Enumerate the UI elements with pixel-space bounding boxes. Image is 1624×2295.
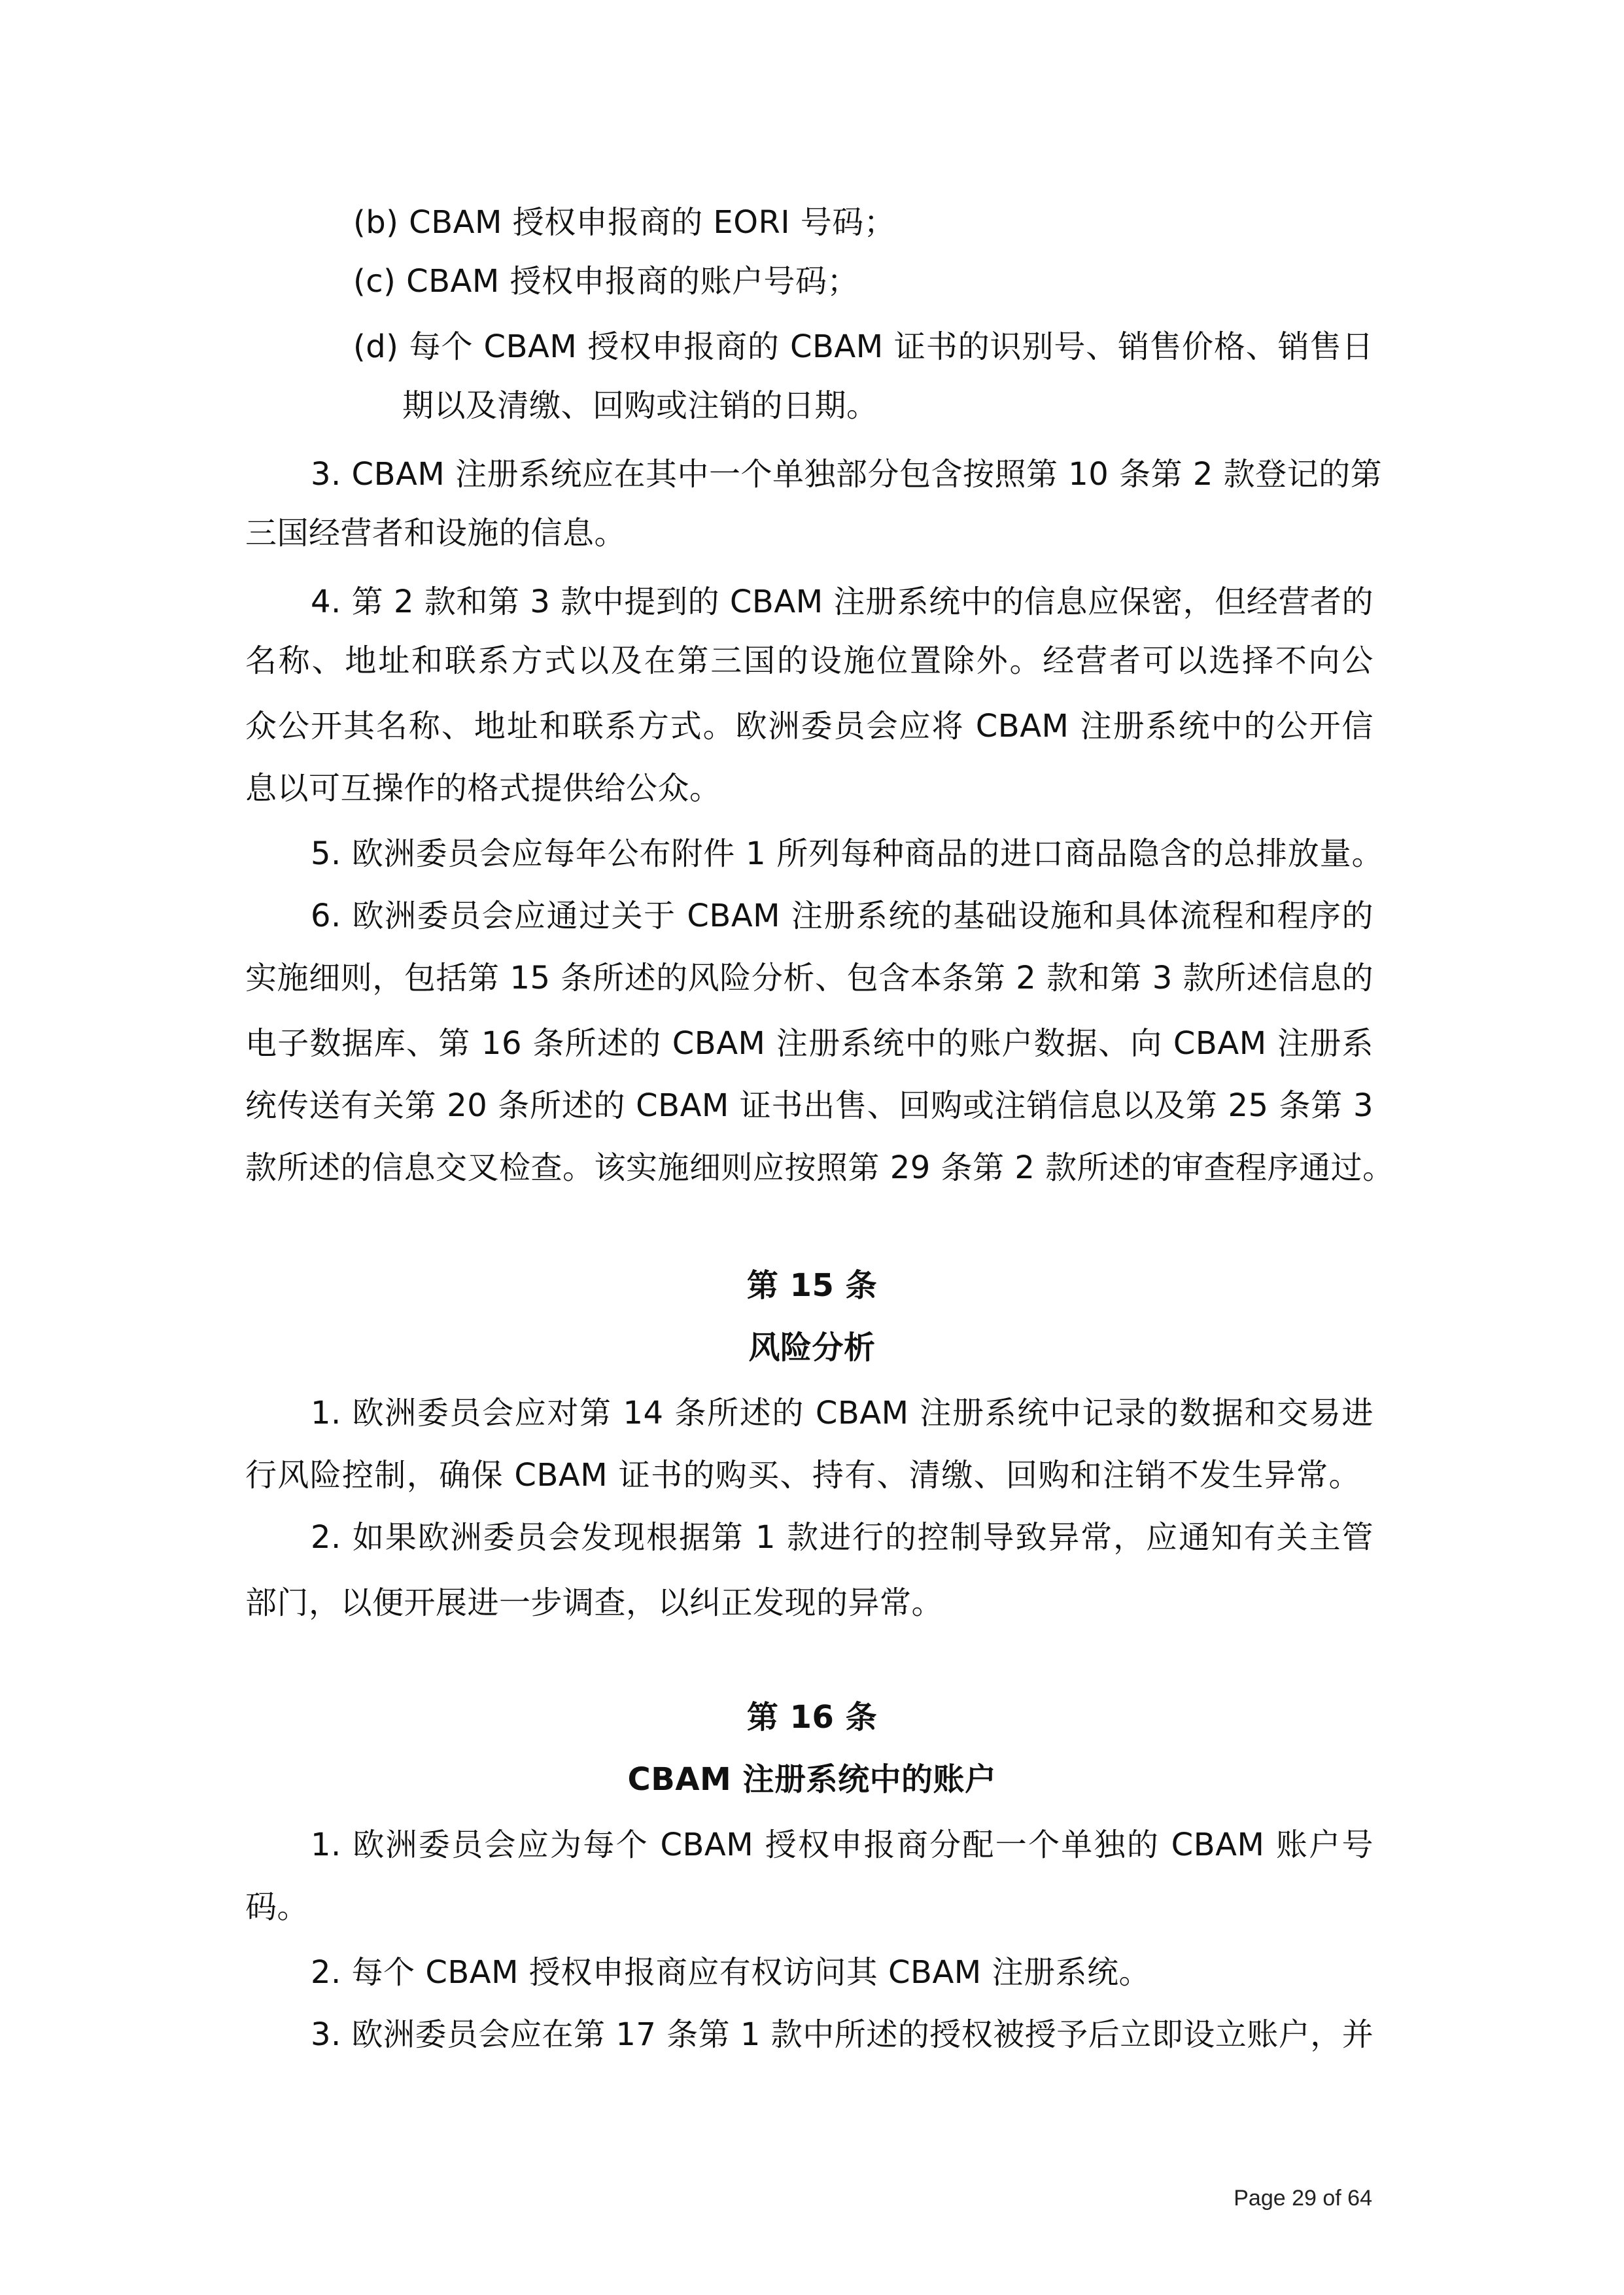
paragraph-3-line1: 3. CBAM 注册系统应在其中一个单独部分包含按照第 10 条第 2 款登记的第 (311, 456, 1383, 493)
article-16-title: CBAM 注册系统中的账户 (627, 1761, 997, 1798)
paragraph-6-line1: 6. 欧洲委员会应通过关于 CBAM 注册系统的基础设施和具体流程和程序的 (311, 898, 1373, 934)
article-16-number: 第 16 条 (746, 1699, 878, 1736)
article-16-paragraph-2-line1: 2. 每个 CBAM 授权申报商应有权访问其 CBAM 注册系统。 (311, 1954, 1150, 1991)
article-15-paragraph-1-line2: 行风险控制，确保 CBAM 证书的购买、持有、清缴、回购和注销不发生异常。 (245, 1457, 1360, 1494)
page-number: Page 29 of 64 (1234, 2186, 1372, 2211)
paragraph-6-line5: 款所述的信息交叉检查。该实施细则应按照第 29 条第 2 款所述的审查程序通过。 (245, 1149, 1394, 1186)
paragraph-4-line3: 众公开其名称、地址和联系方式。欧洲委员会应将 CBAM 注册系统中的公开信 (245, 708, 1373, 745)
article-16-paragraph-1-line1: 1. 欧洲委员会应为每个 CBAM 授权申报商分配一个单独的 CBAM 账户号 (311, 1827, 1373, 1863)
list-item-d-line2: 期以及清缴、回购或注销的日期。 (402, 387, 878, 424)
list-item-d-line1: (d) 每个 CBAM 授权申报商的 CBAM 证书的识别号、销售价格、销售日 (353, 328, 1373, 365)
paragraph-6-line3: 电子数据库、第 16 条所述的 CBAM 注册系统中的账户数据、向 CBAM 注册系 (245, 1025, 1373, 1062)
paragraph-5-line1: 5. 欧洲委员会应每年公布附件 1 所列每种商品的进口商品隐含的总排放量。 (311, 835, 1383, 872)
article-15-paragraph-2-line1: 2. 如果欧洲委员会发现根据第 1 款进行的控制导致异常，应通知有关主管 (311, 1519, 1373, 1556)
paragraph-4-line2: 名称、地址和联系方式以及在第三国的设施位置除外。经营者可以选择不向公 (245, 642, 1373, 679)
paragraph-3-line2: 三国经营者和设施的信息。 (245, 515, 627, 552)
article-15-number: 第 15 条 (746, 1267, 878, 1304)
list-item-c: (c) CBAM 授权申报商的账户号码； (353, 263, 859, 300)
article-15-paragraph-2-line2: 部门，以便开展进一步调查，以纠正发现的异常。 (245, 1585, 944, 1621)
article-15-title: 风险分析 (748, 1329, 876, 1366)
paragraph-4-line1: 4. 第 2 款和第 3 款中提到的 CBAM 注册系统中的信息应保密，但经营者的 (311, 584, 1373, 620)
article-16-paragraph-3-line1: 3. 欧洲委员会应在第 17 条第 1 款中所述的授权被授予后立即设立账户，并 (311, 2016, 1374, 2053)
article-15-paragraph-1-line1: 1. 欧洲委员会应对第 14 条所述的 CBAM 注册系统中记录的数据和交易进 (311, 1395, 1373, 1431)
paragraph-6-line2: 实施细则，包括第 15 条所述的风险分析、包含本条第 2 款和第 3 款所述信息的 (245, 960, 1373, 996)
paragraph-6-line4: 统传送有关第 20 条所述的 CBAM 证书出售、回购或注销信息以及第 25 条第 3 (245, 1087, 1373, 1124)
article-16-paragraph-1-line2: 码。 (245, 1889, 309, 1925)
list-item-b: (b) CBAM 授权申报商的 EORI 号码； (353, 204, 896, 241)
paragraph-4-line4: 息以可互操作的格式提供给公众。 (245, 770, 721, 807)
